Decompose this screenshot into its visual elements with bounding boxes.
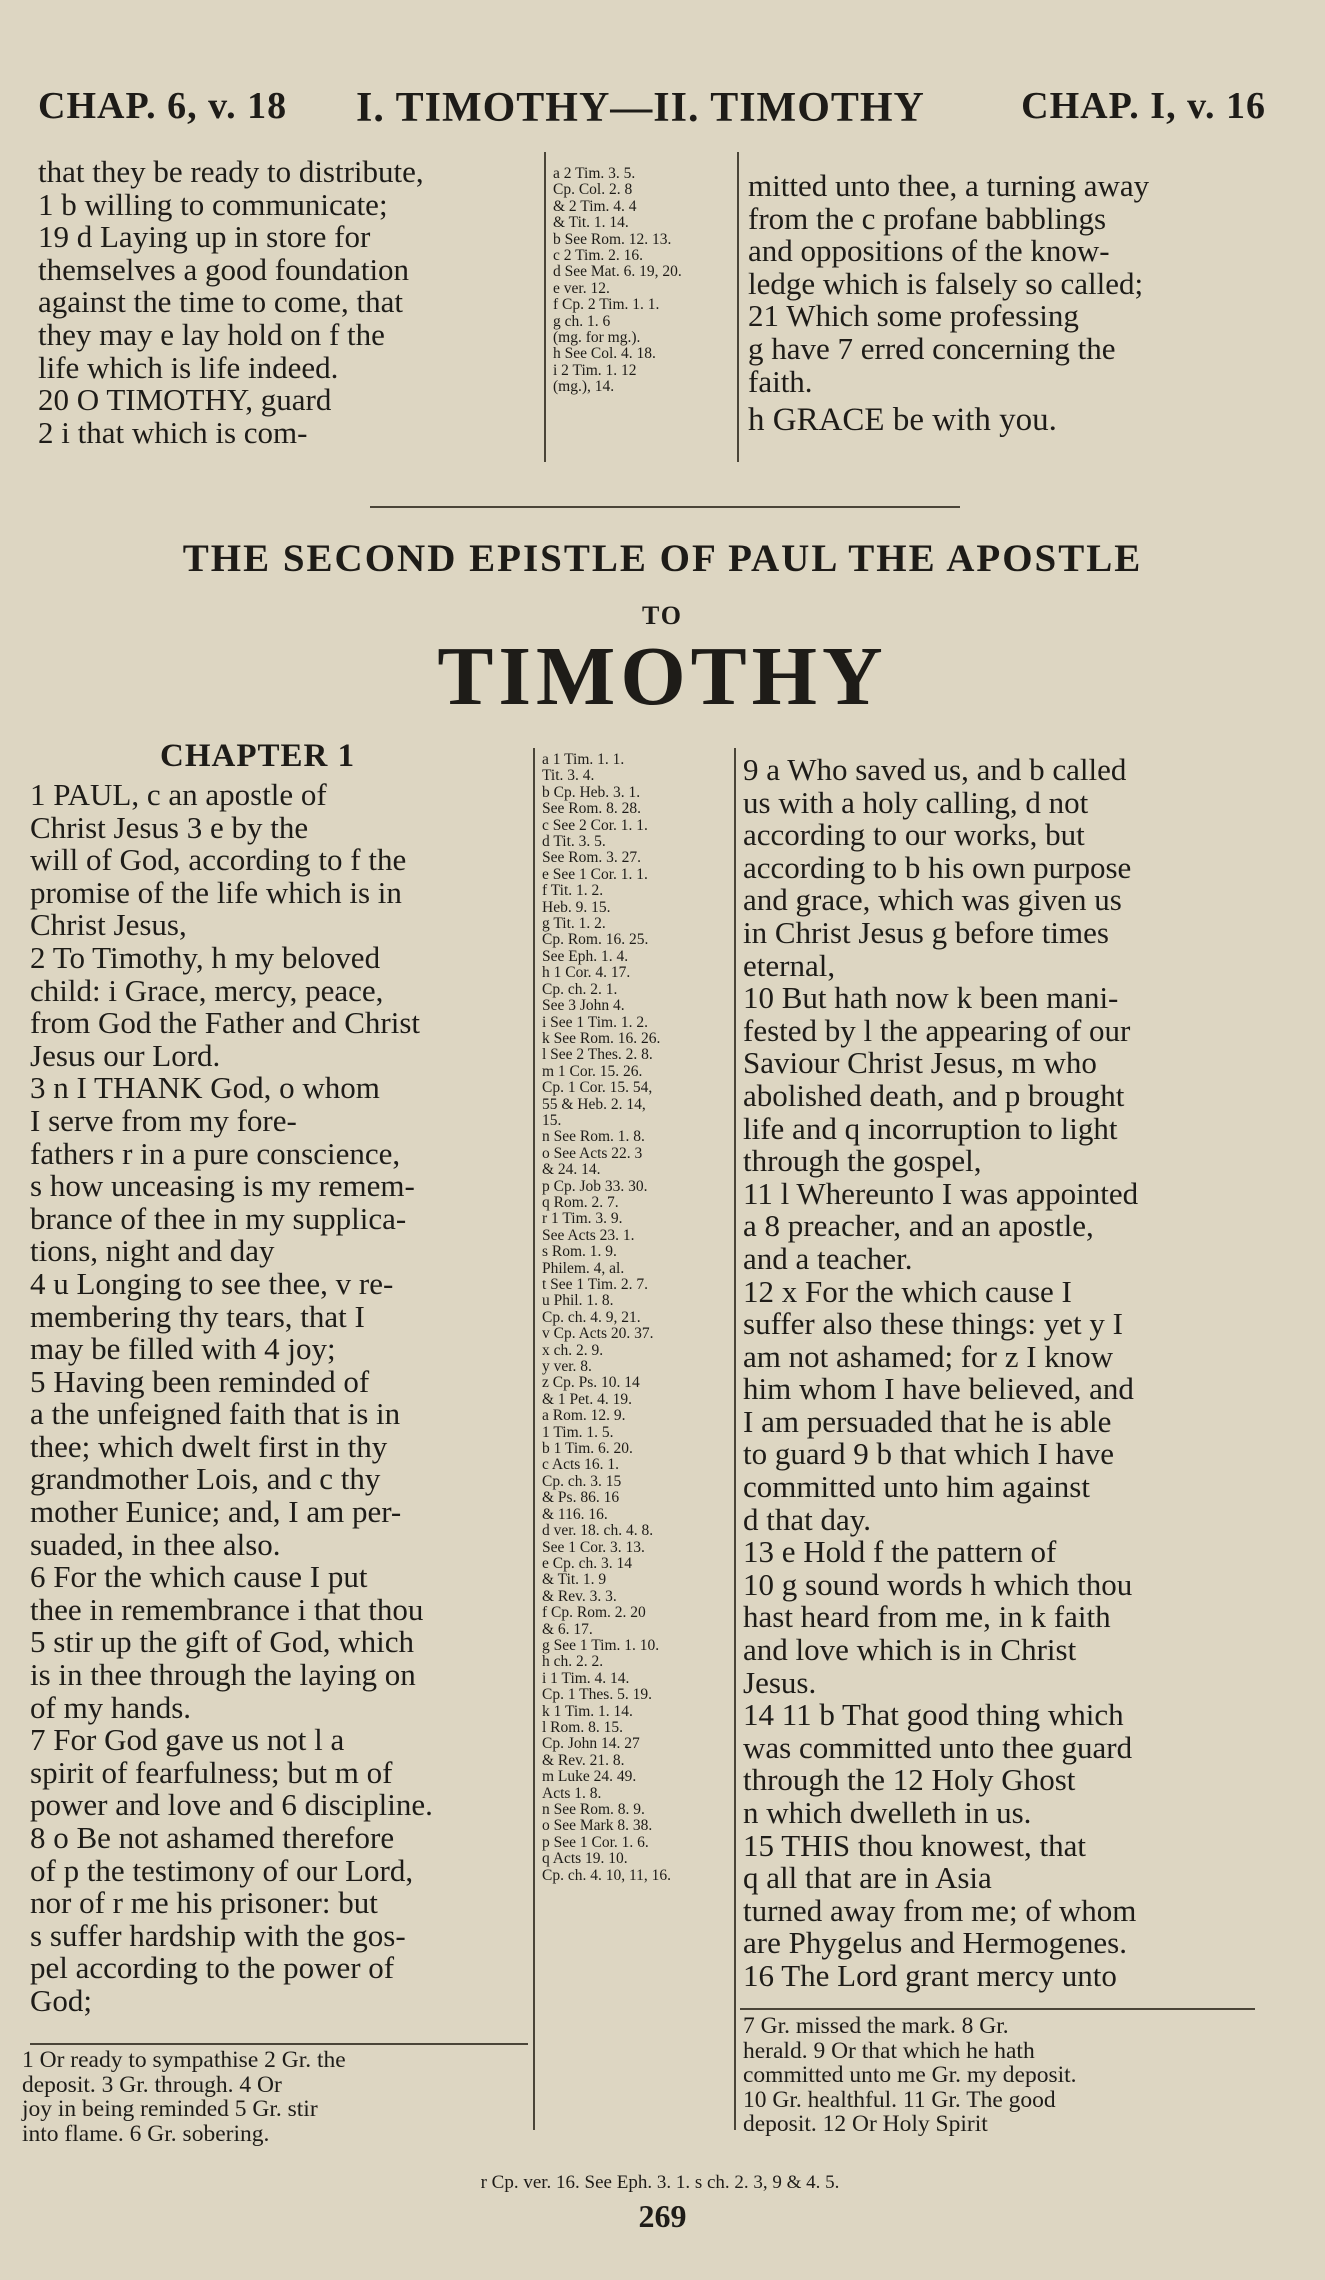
footnotes-right <box>743 2014 1248 2137</box>
margin-ref: 1 Tim. 1. 5. <box>542 1423 614 1441</box>
margin-ref: Cp. ch. 3. 15 <box>542 1472 622 1490</box>
verse-line: 2 To Timothy, h my beloved <box>30 939 381 975</box>
top-divider-right <box>737 152 739 462</box>
margin-ref: Cp. Rom. 16. 25. <box>542 931 649 949</box>
footnote-line: herald. 9 Or that which he hath <box>743 2037 1035 2064</box>
margin-ref: c Acts 16. 1. <box>542 1456 620 1474</box>
margin-ref: d See Mat. 6. 19, 20. <box>553 263 682 281</box>
margin-ref: s Rom. 1. 9. <box>542 1243 617 1261</box>
verse-line: 11 l Whereunto I was appointed <box>743 1175 1139 1211</box>
margin-ref: i See 1 Tim. 1. 2. <box>542 1013 648 1031</box>
margin-ref: & 116. 16. <box>542 1505 608 1523</box>
margin-ref: f Cp. 2 Tim. 1. 1. <box>553 296 660 314</box>
verse-line: spirit of fearfulness; but m of <box>30 1754 393 1790</box>
verse-line: I serve from my fore- <box>30 1102 297 1138</box>
margin-ref: See Rom. 8. 28. <box>542 800 642 818</box>
verse-line: Jesus our Lord. <box>30 1037 221 1073</box>
top-right-column <box>748 170 1258 437</box>
verse-line: thee; which dwelt first in thy <box>30 1428 388 1464</box>
epistle-title: THE SECOND EPISTLE OF PAUL THE APOSTLE <box>182 537 1143 580</box>
main-divider-right <box>734 748 736 2130</box>
verse-line: mitted unto thee, a turning away <box>748 168 1150 203</box>
top-left-column <box>38 156 538 449</box>
verse-line: thee in remembrance i that thou <box>30 1591 424 1627</box>
margin-ref: v Cp. Acts 20. 37. <box>542 1325 654 1343</box>
verse-line: membering thy tears, that I <box>30 1298 365 1334</box>
margin-ref: b Cp. Heb. 3. 1. <box>542 783 641 801</box>
margin-ref: x ch. 2. 9. <box>542 1341 604 1359</box>
margin-ref: a 1 Tim. 1. 1. <box>542 751 625 768</box>
margin-ref: Cp. 1 Thes. 5. 19. <box>542 1686 652 1704</box>
verse-line: of my hands. <box>30 1689 192 1725</box>
margin-ref: Acts 1. 8. <box>542 1784 602 1802</box>
margin-ref: q Rom. 2. 7. <box>542 1193 619 1211</box>
verse-line: faith. <box>748 363 813 399</box>
verse-line: 10 g sound words h which thou <box>743 1566 1133 1602</box>
verse-line: him whom I have believed, and <box>743 1371 1134 1407</box>
verse-line: from the c profane babblings <box>748 200 1107 236</box>
book-name: TIMOTHY <box>437 630 888 723</box>
footnote-line: committed unto me Gr. my deposit. <box>743 2062 1077 2088</box>
margin-ref: m Luke 24. 49. <box>542 1768 637 1786</box>
verse-line: 13 e Hold f the pattern of <box>743 1534 1057 1570</box>
footnote-rule-right <box>740 2008 1255 2010</box>
margin-ref: h 1 Cor. 4. 17. <box>542 964 631 982</box>
margin-ref: & Rev. 3. 3. <box>542 1587 617 1605</box>
margin-ref: Philem. 4, al. <box>542 1259 625 1277</box>
margin-ref: (mg. for mg.). <box>553 329 641 347</box>
verse-line: 16 The Lord grant mercy unto <box>743 1957 1117 1993</box>
margin-ref: & 6. 17. <box>542 1620 593 1638</box>
verse-line: 1 PAUL, c an apostle of <box>30 777 327 812</box>
margin-ref: o See Mark 8. 38. <box>542 1817 653 1835</box>
verse-line: and a teacher. <box>743 1240 913 1276</box>
margin-ref: r 1 Tim. 3. 9. <box>542 1210 623 1228</box>
margin-ref: z Cp. Ps. 10. 14 <box>542 1374 640 1392</box>
footnote-rule-left <box>30 2043 528 2045</box>
margin-ref: & Tit. 1. 9 <box>542 1571 607 1589</box>
margin-ref: Cp. Col. 2. 8 <box>553 181 633 199</box>
verse-line: that they be ready to distribute, <box>38 154 424 189</box>
margin-ref: & 1 Pet. 4. 19. <box>542 1390 632 1408</box>
margin-ref: a 2 Tim. 3. 5. <box>553 165 636 182</box>
margin-ref: Cp. 1 Cor. 15. 54, <box>542 1079 653 1097</box>
margin-ref: n See Rom. 1. 8. <box>542 1128 645 1146</box>
verse-line: Saviour Christ Jesus, m who <box>743 1045 1097 1081</box>
margin-ref: e See 1 Cor. 1. 1. <box>542 865 648 883</box>
verse-line: will of God, according to f the <box>30 842 407 878</box>
verse-line: a 8 preacher, and an apostle, <box>743 1208 1094 1244</box>
main-margin-refs <box>542 752 732 1884</box>
margin-ref: Cp. ch. 4. 10, 11, 16. <box>542 1866 672 1884</box>
verse-line: 19 d Laying up in store for <box>38 219 371 255</box>
margin-ref: c See 2 Cor. 1. 1. <box>542 816 648 834</box>
margin-ref: i 2 Tim. 1. 12 <box>553 361 637 379</box>
verse-line: was committed unto thee guard <box>743 1729 1133 1765</box>
margin-ref: f Cp. Rom. 2. 20 <box>542 1604 646 1622</box>
margin-ref: Cp. ch. 4. 9, 21. <box>542 1308 641 1326</box>
epistle-title-to: TO <box>641 601 684 630</box>
verse-line: fested by l the appearing of our <box>743 1012 1131 1048</box>
verse-line: committed unto him against <box>743 1469 1090 1505</box>
header-right: CHAP. I, v. 16 <box>1021 85 1266 127</box>
verse-line: 12 x For the which cause I <box>743 1273 1072 1309</box>
verse-line: life and q incorruption to light <box>743 1110 1118 1146</box>
margin-ref: Tit. 3. 4. <box>542 767 595 785</box>
footnote-line: deposit. 12 Or Holy Spirit <box>743 2111 988 2137</box>
margin-ref: & 2 Tim. 4. 4 <box>553 197 637 215</box>
margin-ref: & Ps. 86. 16 <box>542 1489 620 1507</box>
verse-line: ledge which is falsely so called; <box>748 265 1144 301</box>
margin-ref: n See Rom. 8. 9. <box>542 1801 645 1818</box>
margin-ref: (mg.), 14. <box>553 378 615 396</box>
verse-line: 20 O TIMOTHY, guard <box>38 382 332 418</box>
verse-line: brance of thee in my supplica- <box>30 1200 407 1236</box>
margin-ref: See 3 John 4. <box>542 997 625 1015</box>
header-left: CHAP. 6, v. 18 <box>38 85 288 127</box>
margin-ref: b See Rom. 12. 13. <box>553 230 672 248</box>
verse-line: 14 11 b That good thing which <box>743 1697 1124 1733</box>
margin-ref: l See 2 Thes. 2. 8. <box>542 1046 653 1064</box>
footnotes-left <box>22 2048 522 2146</box>
verse-line: according to our works, but <box>743 817 1085 853</box>
margin-ref: q Acts 19. 10. <box>542 1850 628 1868</box>
verse-line: 4 u Longing to see thee, v re- <box>30 1265 394 1301</box>
verse-line: and grace, which was given us <box>743 882 1122 918</box>
verse-line: they may e lay hold on f the <box>38 316 385 352</box>
margin-ref: p Cp. Job 33. 30. <box>542 1177 648 1195</box>
margin-ref: k See Rom. 16. 26. <box>542 1029 661 1047</box>
verse-line: may be filled with 4 joy; <box>30 1331 336 1367</box>
margin-ref: See 1 Cor. 3. 13. <box>542 1538 645 1556</box>
margin-ref: a Rom. 12. 9. <box>542 1407 626 1425</box>
verse-line: Jesus. <box>743 1664 817 1700</box>
margin-ref: c 2 Tim. 2. 16. <box>553 247 644 265</box>
margin-ref: & Tit. 1. 14. <box>553 214 629 232</box>
verse-line: s suffer hardship with the gos- <box>30 1917 406 1953</box>
verse-line: turned away from me; of whom <box>743 1892 1137 1928</box>
verse-line: 2 i that which is com- <box>38 414 308 450</box>
footnote-line: joy in being reminded 5 Gr. stir <box>22 2096 318 2122</box>
verse-line: fathers r in a pure conscience, <box>30 1135 401 1171</box>
main-right-column <box>743 754 1250 1993</box>
verse-line: of p the testimony of our Lord, <box>30 1852 414 1888</box>
verse-line: in Christ Jesus g before times <box>743 914 1109 950</box>
verse-line: pel according to the power of <box>30 1950 395 1986</box>
verse-line: through the 12 Holy Ghost <box>743 1762 1076 1798</box>
verse-line: 6 For the which cause I put <box>30 1559 368 1595</box>
verse-line: q all that are in Asia <box>743 1860 992 1896</box>
section-rule <box>370 506 960 508</box>
margin-ref: o See Acts 22. 3 <box>542 1144 643 1162</box>
verse-line: h GRACE be with you. <box>748 402 1057 439</box>
verse-line: 21 Which some professing <box>748 298 1079 334</box>
margin-ref: i 1 Tim. 4. 14. <box>542 1669 630 1687</box>
bottom-cross-references: r Cp. ver. 16. See Eph. 3. 1. s ch. 2. 3, 9 & 4. 5. <box>480 2172 840 2193</box>
margin-ref: & Rev. 21. 8. <box>542 1751 625 1769</box>
verse-line: us with a holy calling, d not <box>743 784 1089 820</box>
margin-ref: b 1 Tim. 6. 20. <box>542 1440 633 1458</box>
top-margin-refs <box>553 166 733 396</box>
margin-ref: y ver. 8. <box>542 1358 592 1376</box>
margin-ref: g Tit. 1. 2. <box>542 915 606 933</box>
margin-ref: Cp. John 14. 27 <box>542 1735 640 1753</box>
verse-line: 15 THIS thou knowest, that <box>743 1827 1086 1863</box>
margin-ref: d ver. 18. ch. 4. 8. <box>542 1522 654 1540</box>
footnote-line: 7 Gr. missed the mark. 8 Gr. <box>743 2013 1009 2039</box>
verse-line: child: i Grace, mercy, peace, <box>30 972 384 1008</box>
footnote-line: 10 Gr. healthful. 11 Gr. The good <box>743 2086 1056 2113</box>
verse-line: against the time to come, that <box>38 284 404 320</box>
margin-ref: l Rom. 8. 15. <box>542 1718 623 1736</box>
margin-ref: g See 1 Tim. 1. 10. <box>542 1636 660 1654</box>
verse-line: I am persuaded that he is able <box>743 1403 1112 1439</box>
verse-line: am not ashamed; for z I know <box>743 1338 1114 1374</box>
verse-line: 9 a Who saved us, and b called <box>743 752 1127 787</box>
margin-ref: t See 1 Tim. 2. 7. <box>542 1276 648 1293</box>
verse-line: eternal, <box>743 947 836 983</box>
margin-ref: e Cp. ch. 3. 14 <box>542 1554 632 1572</box>
verse-line: through the gospel, <box>743 1143 982 1179</box>
margin-ref: d Tit. 3. 5. <box>542 833 606 851</box>
verse-line: 3 n I THANK God, o whom <box>30 1070 380 1106</box>
verse-line: suaded, in thee also. <box>30 1526 281 1562</box>
verse-line: d that day. <box>743 1501 871 1537</box>
verse-line: are Phygelus and Hermogenes. <box>743 1925 1127 1961</box>
header-center: I. TIMOTHY—II. TIMOTHY <box>356 85 925 131</box>
footnote-line: deposit. 3 Gr. through. 4 Or <box>22 2071 282 2098</box>
verse-line: is in thee through the laying on <box>30 1657 416 1693</box>
verse-line: abolished death, and p brought <box>743 1077 1125 1113</box>
verse-line: power and love and 6 discipline. <box>30 1787 433 1823</box>
verse-line: n which dwelleth in us. <box>743 1795 1032 1830</box>
margin-ref: f Tit. 1. 2. <box>542 882 604 900</box>
page-number: 269 <box>638 2198 687 2234</box>
verse-line: 5 stir up the gift of God, which <box>30 1624 415 1660</box>
margin-ref: e ver. 12. <box>553 279 610 297</box>
verse-line: 1 b willing to communicate; <box>38 186 388 222</box>
verse-line: g have 7 erred concerning the <box>748 330 1116 366</box>
verse-line: 10 But hath now k been mani- <box>743 980 1119 1016</box>
margin-ref: p See 1 Cor. 1. 6. <box>542 1833 649 1851</box>
verse-line: themselves a good foundation <box>38 251 410 287</box>
margin-ref: See Acts 23. 1. <box>542 1226 635 1244</box>
margin-ref: See Rom. 3. 27. <box>542 849 642 867</box>
main-left-column <box>30 779 530 2018</box>
margin-ref: g ch. 1. 6 <box>553 312 611 330</box>
margin-ref: u Phil. 1. 8. <box>542 1292 614 1310</box>
margin-ref: Cp. ch. 2. 1. <box>542 980 618 998</box>
footnote-line: 1 Or ready to sympathise 2 Gr. the <box>22 2047 346 2073</box>
verse-line: life which is life indeed. <box>38 349 339 385</box>
margin-ref: See Eph. 1. 4. <box>542 947 629 965</box>
verse-line: Christ Jesus, <box>30 907 187 943</box>
verse-line: according to b his own purpose <box>743 849 1132 885</box>
verse-line: suffer also these things: yet y I <box>743 1306 1123 1342</box>
margin-ref: Heb. 9. 15. <box>542 898 611 916</box>
verse-line: 5 Having been reminded of <box>30 1363 370 1399</box>
verse-line: to guard 9 b that which I have <box>743 1436 1115 1472</box>
top-divider-left <box>544 152 546 462</box>
verse-line: 7 For God gave us not l a <box>30 1722 345 1758</box>
verse-line: and love which is in Christ <box>743 1632 1077 1668</box>
verse-line: grandmother Lois, and c thy <box>30 1461 381 1497</box>
chapter-heading: CHAPTER 1 <box>160 738 356 774</box>
verse-line: a the unfeigned faith that is in <box>30 1396 401 1432</box>
margin-ref: 15. <box>542 1111 562 1129</box>
verse-line: nor of r me his prisoner: but <box>30 1885 378 1921</box>
margin-ref: & 24. 14. <box>542 1161 601 1179</box>
verse-line: mother Eunice; and, I am per- <box>30 1494 402 1530</box>
verse-line: God; <box>30 1982 92 2018</box>
verse-line: 8 o Be not ashamed therefore <box>30 1820 395 1855</box>
margin-ref: m 1 Cor. 15. 26. <box>542 1062 643 1080</box>
verse-line: hast heard from me, in k faith <box>743 1599 1111 1635</box>
verse-line: s how unceasing is my remem- <box>30 1168 415 1204</box>
margin-ref: h See Col. 4. 18. <box>553 345 656 363</box>
verse-line: Christ Jesus 3 e by the <box>30 809 309 845</box>
running-header <box>38 84 1266 144</box>
margin-ref: k 1 Tim. 1. 14. <box>542 1702 633 1720</box>
main-divider-left <box>533 748 535 2130</box>
verse-line: tions, night and day <box>30 1233 275 1269</box>
footnote-line: into flame. 6 Gr. sobering. <box>22 2120 270 2147</box>
verse-line: promise of the life which is in <box>30 874 402 910</box>
verse-line: and oppositions of the know- <box>748 233 1110 269</box>
verse-line: from God the Father and Christ <box>30 1005 421 1041</box>
margin-ref: 55 & Heb. 2. 14, <box>542 1095 646 1113</box>
margin-ref: h ch. 2. 2. <box>542 1653 604 1671</box>
